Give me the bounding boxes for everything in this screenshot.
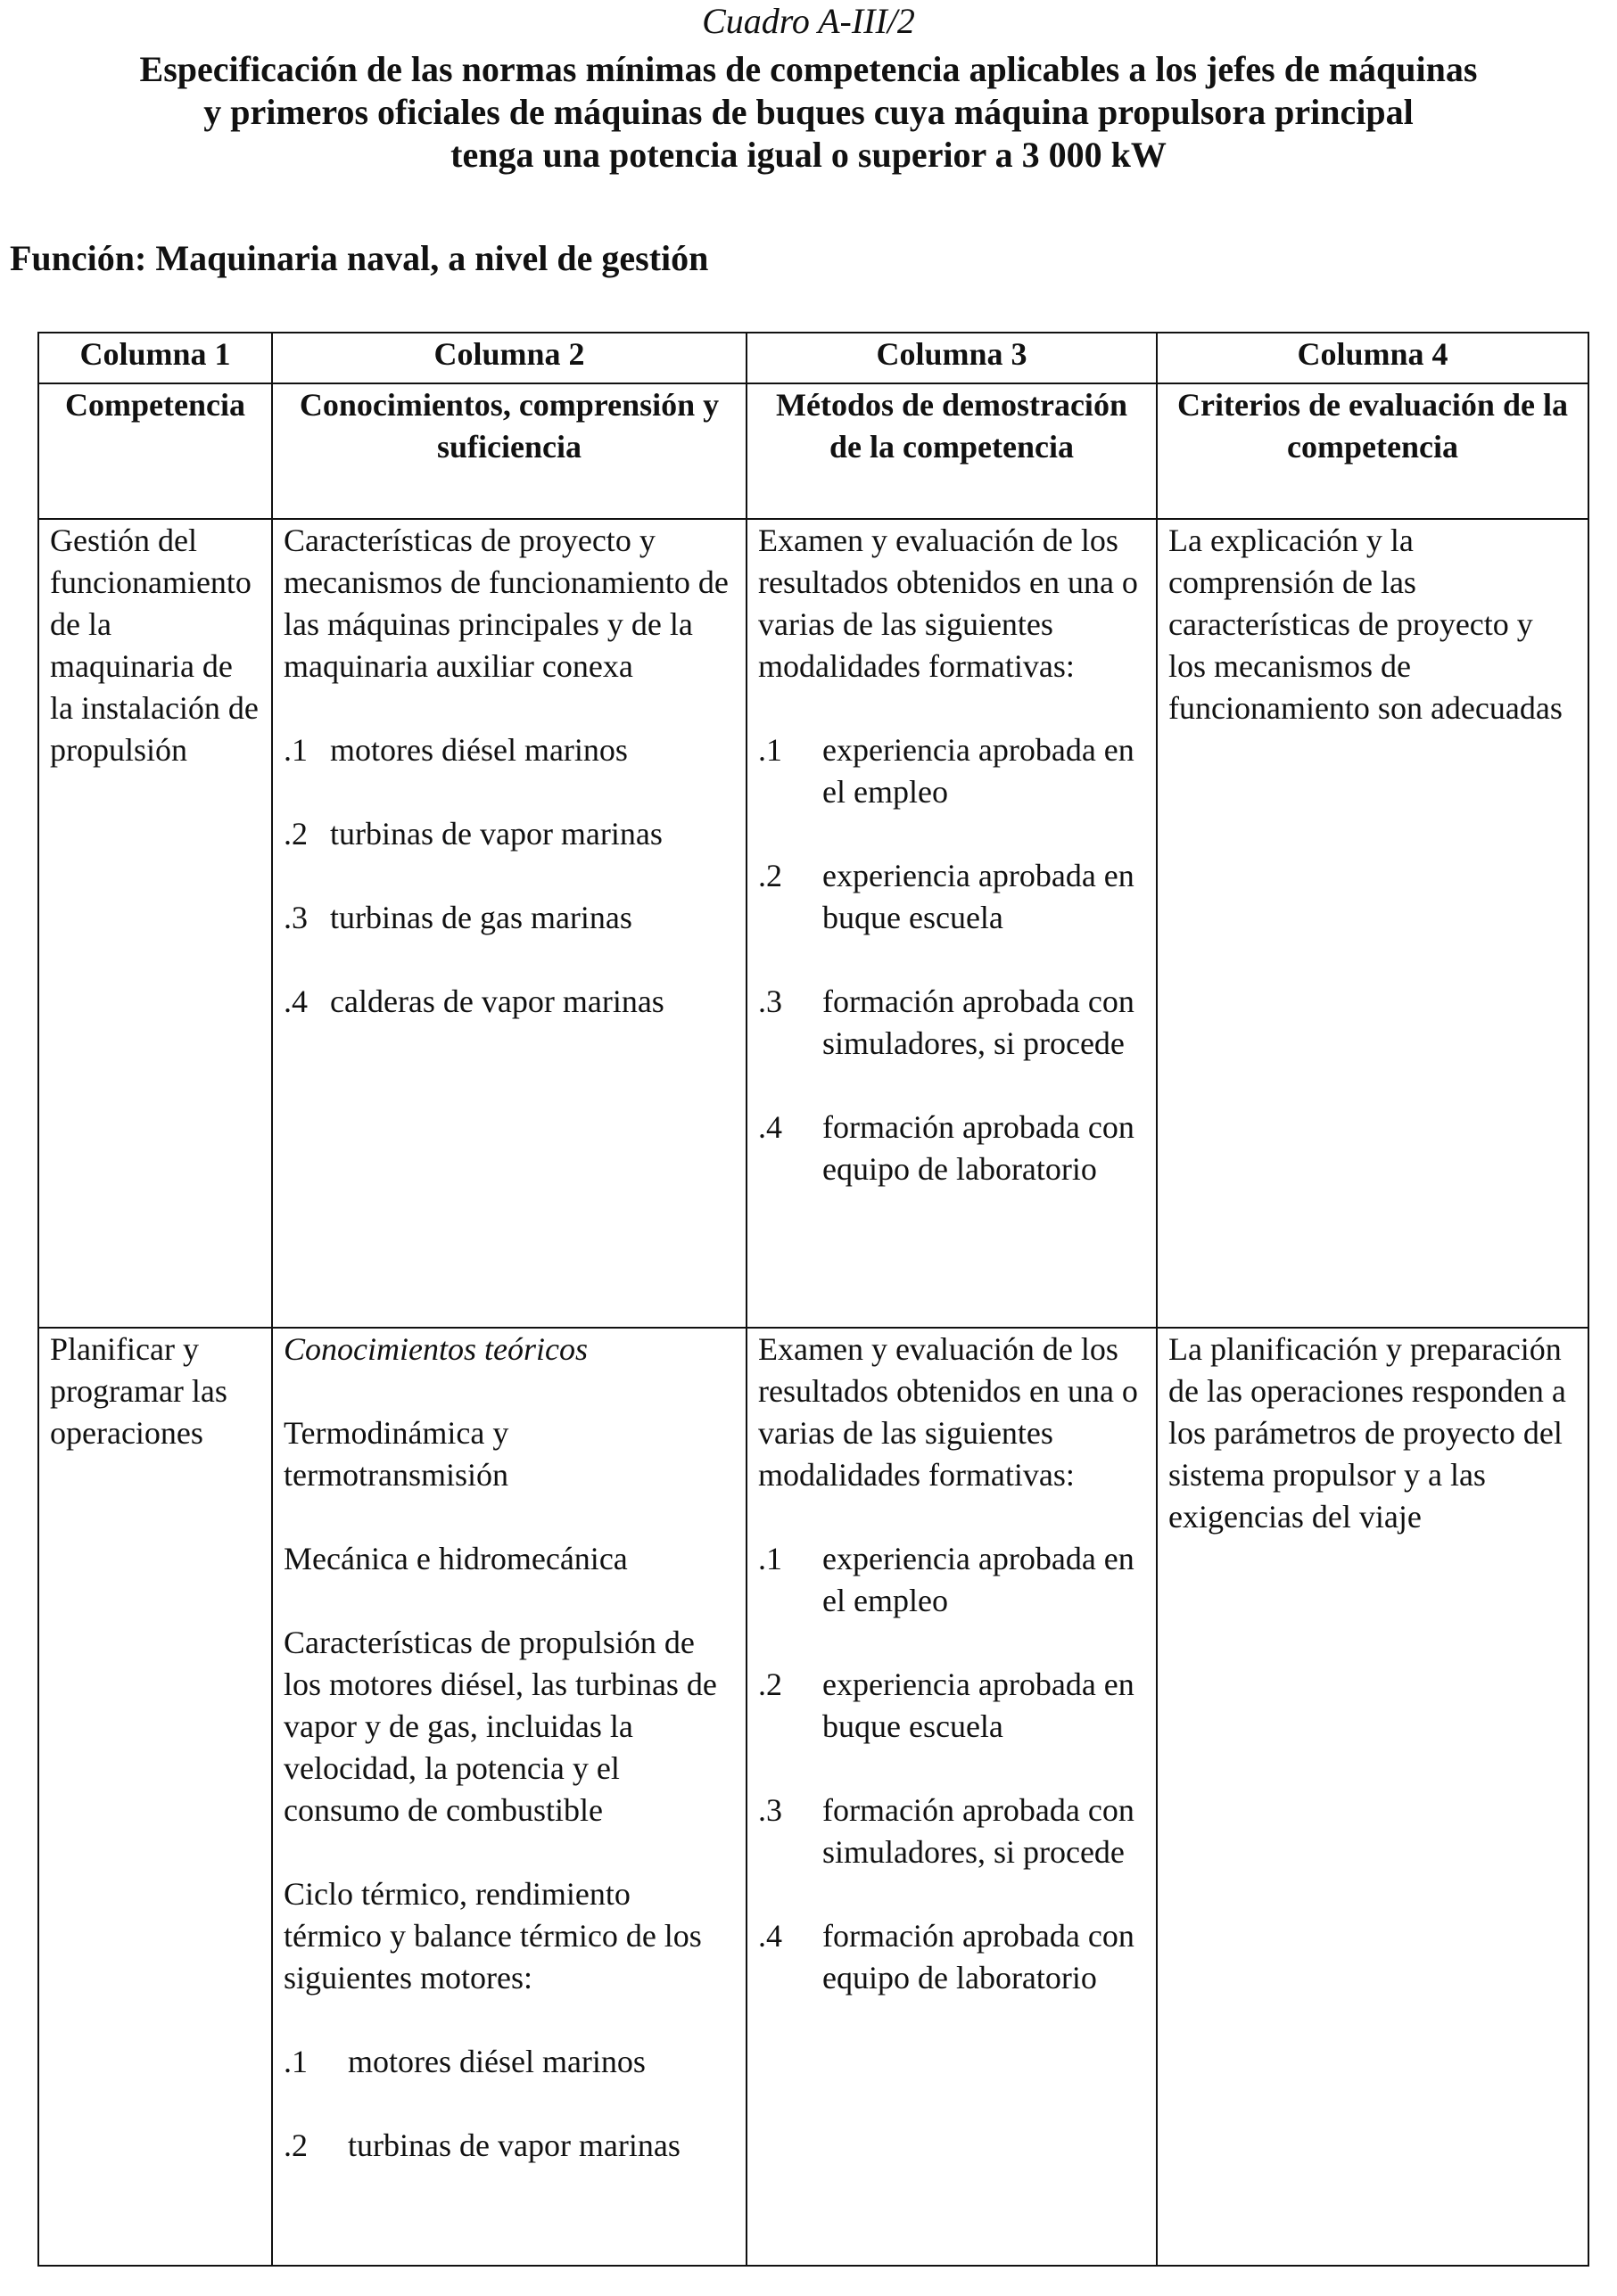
column-number: Columna 2: [272, 333, 747, 383]
item-text: experiencia aprobada en buque escuela: [822, 858, 1134, 935]
item-text: experiencia aprobada en el empleo: [822, 732, 1134, 810]
item-number: .2: [758, 1666, 782, 1702]
item-text: turbinas de vapor marinas: [330, 816, 663, 852]
list-item: [758, 1790, 1145, 1873]
title-line: Especificación de las normas mínimas de competencia aplicables a los jefes de máquinas: [139, 49, 1478, 89]
metodos-text: Examen y evaluación de los resultados obtenidos en una o varias de las siguientes modalidades formativas:: [758, 1331, 1138, 1493]
item-number: .4: [758, 1918, 782, 1954]
list-item: [758, 1664, 1145, 1748]
column-number: Columna 1: [38, 333, 272, 383]
item-number: .1: [284, 732, 308, 768]
item-number: .3: [284, 900, 308, 935]
item-text: turbinas de gas marinas: [330, 900, 632, 935]
item-text: turbinas de vapor marinas: [348, 2127, 681, 2163]
column-header-row: [38, 383, 1588, 519]
conocimientos-text: Termodinámica y termotransmisión: [284, 1415, 509, 1493]
list-item: [758, 729, 1145, 813]
list-item: [758, 1915, 1145, 1999]
item-text: motores diésel marinos: [348, 2044, 646, 2079]
item-text: formación aprobada con simuladores, si procede: [822, 1792, 1134, 1870]
column-header: Métodos de demostración de la competencia: [747, 383, 1157, 519]
conocimientos-heading: Conocimientos teóricos: [284, 1331, 588, 1367]
column-number: Columna 4: [1157, 333, 1588, 383]
item-number: .4: [284, 983, 308, 1019]
item-number: .1: [758, 732, 782, 768]
item-text: calderas de vapor marinas: [330, 983, 664, 1019]
item-number: .3: [758, 983, 782, 1019]
metodos-text: Examen y evaluación de los resultados obtenidos en una o varias de las siguientes modalidades formativas:: [758, 523, 1138, 684]
title-line: tenga una potencia igual o superior a 3 000 kW: [450, 135, 1167, 175]
item-text: experiencia aprobada en buque escuela: [822, 1666, 1134, 1744]
item-number: .2: [284, 2127, 308, 2163]
item-number: .1: [284, 2044, 308, 2079]
competencia-cell: Gestión del funcionamiento de la maquinaria de la instalación de propulsión: [38, 519, 272, 1328]
item-text: experiencia aprobada en el empleo: [822, 1541, 1134, 1618]
item-number: .2: [284, 816, 308, 852]
document-title: [36, 48, 1581, 177]
conocimientos-text: Características de proyecto y mecanismos de funcionamiento de las máquinas principales y de la maquinaria auxiliar conexa: [284, 523, 729, 684]
competencia-cell: Planificar y programar las operaciones: [38, 1328, 272, 2266]
item-text: formación aprobada con equipo de laboratorio: [822, 1918, 1134, 1996]
list-item: [284, 897, 735, 939]
item-number: .4: [758, 1109, 782, 1145]
function-heading: Función: Maquinaria naval, a nivel de gestión: [10, 238, 709, 278]
metodos-cell: [747, 519, 1157, 1328]
metodos-cell: [747, 1328, 1157, 2266]
item-number: .1: [758, 1541, 782, 1576]
list-item: [758, 981, 1145, 1065]
competence-table: [37, 332, 1589, 2267]
list-item: [284, 981, 735, 1023]
title-line: y primeros oficiales de máquinas de buques cuya máquina propulsora principal: [203, 92, 1414, 132]
list-item: [284, 2125, 735, 2167]
item-text: formación aprobada con equipo de laboratorio: [822, 1109, 1134, 1187]
column-number: Columna 3: [747, 333, 1157, 383]
table-row: [38, 1328, 1588, 2266]
conocimientos-text: Ciclo térmico, rendimiento térmico y balance térmico de los siguientes motores:: [284, 1876, 702, 1996]
list-item: [758, 1107, 1145, 1190]
column-header: Conocimientos, comprensión y suficiencia: [272, 383, 747, 519]
conocimientos-cell: [272, 1328, 747, 2266]
item-text: formación aprobada con simuladores, si procede: [822, 983, 1134, 1061]
criterios-cell: La planificación y preparación de las operaciones responden a los parámetros de proyecto del sistema propulsor y a las exigencias del viaje: [1157, 1328, 1588, 2266]
item-number: .3: [758, 1792, 782, 1828]
list-item: [284, 729, 735, 771]
column-number-row: [38, 333, 1588, 383]
criterios-cell: La explicación y la comprensión de las características de proyecto y los mecanismos de funcionamiento son adecuadas: [1157, 519, 1588, 1328]
list-item: [284, 2041, 735, 2083]
list-item: [758, 1538, 1145, 1622]
conocimientos-text: Características de propulsión de los motores diésel, las turbinas de vapor y de gas, incluidas la velocidad, la potencia y el consumo de combustible: [284, 1625, 717, 1828]
item-text: motores diésel marinos: [330, 732, 628, 768]
item-number: .2: [758, 858, 782, 893]
list-item: [758, 855, 1145, 939]
conocimientos-text: Mecánica e hidromecánica: [284, 1541, 628, 1576]
conocimientos-cell: [272, 519, 747, 1328]
list-item: [284, 813, 735, 855]
column-header: Competencia: [38, 383, 272, 519]
column-header: Criterios de evaluación de la competencia: [1157, 383, 1588, 519]
table-row: [38, 519, 1588, 1328]
table-caption: Cuadro A-III/2: [702, 1, 915, 41]
